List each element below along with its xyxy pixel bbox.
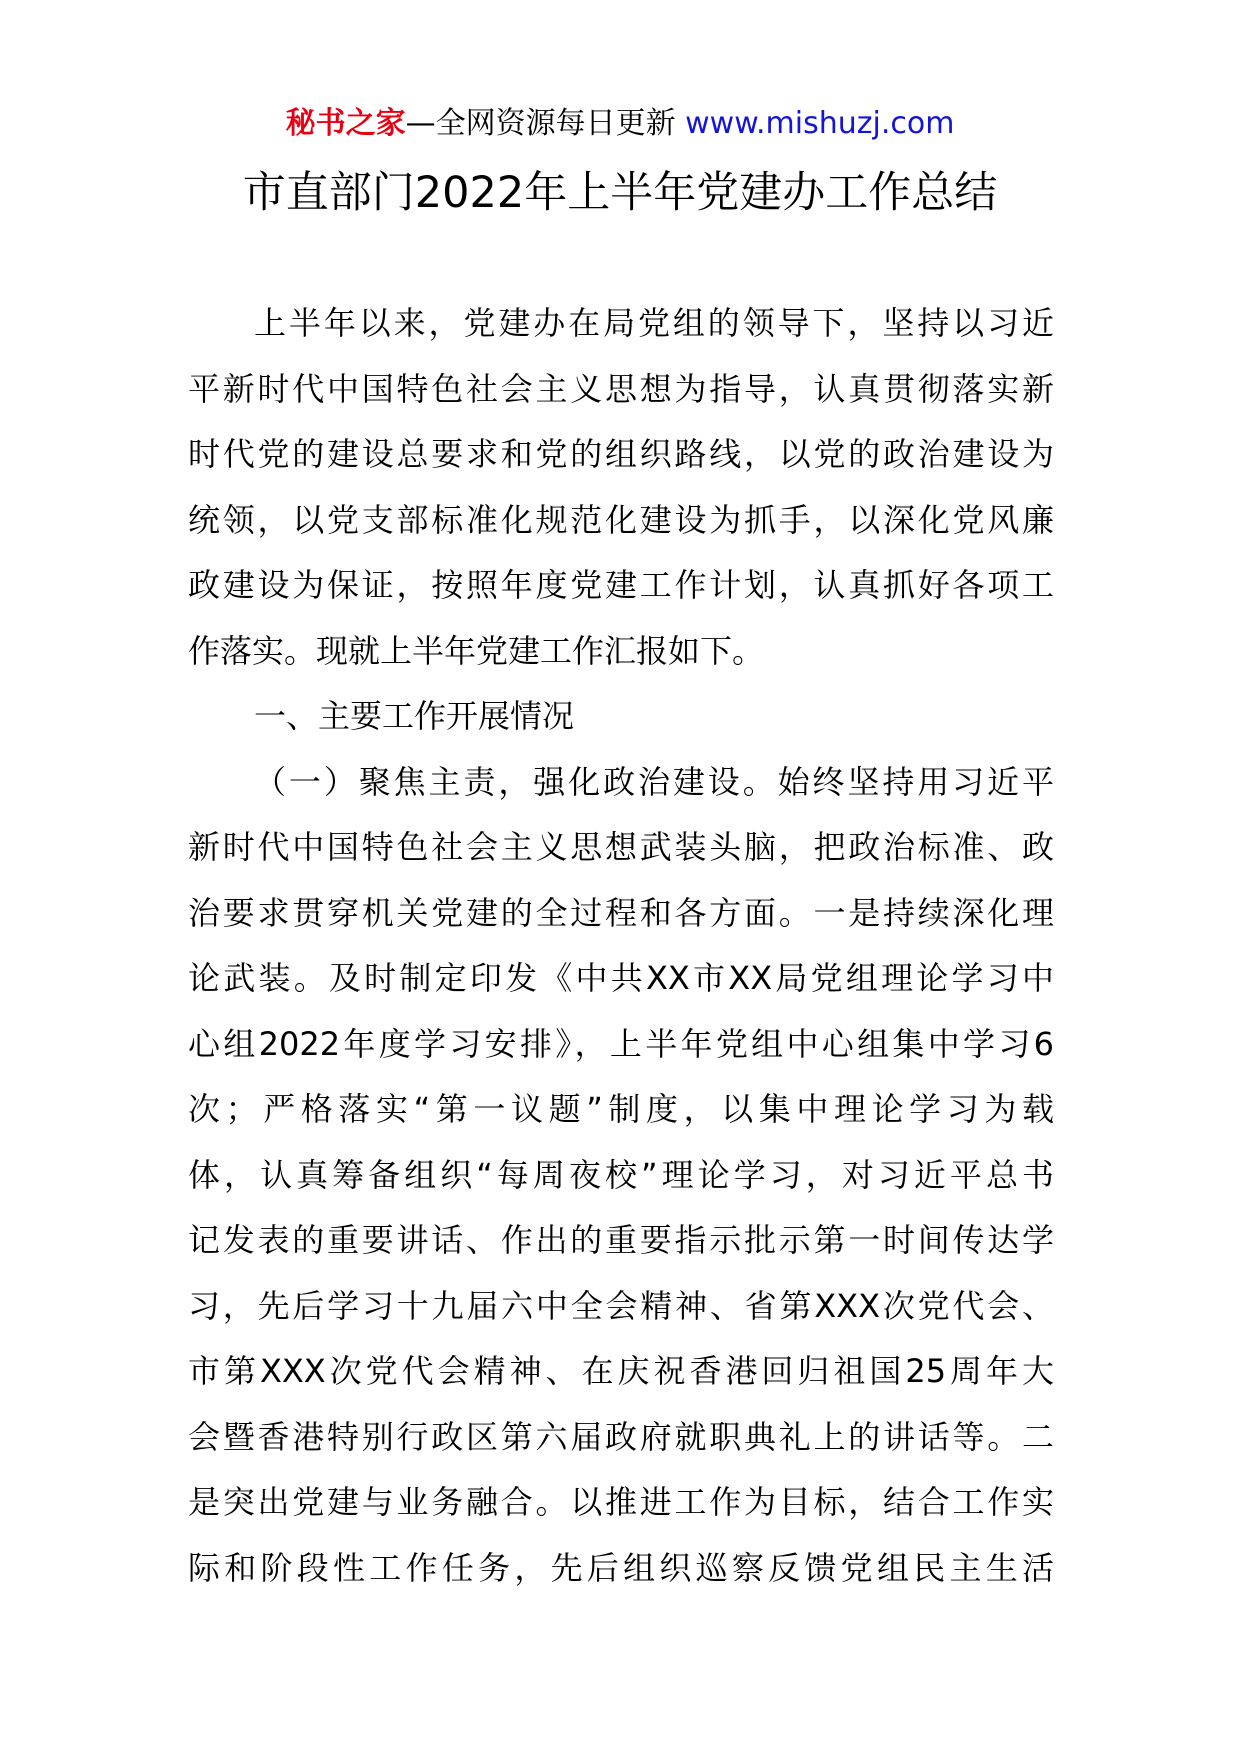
document-body <box>188 291 1054 1601</box>
section-heading: 一、主要工作开展情况 <box>254 697 575 735</box>
body-line: 市第XXX次党代会精神、在庆祝香港回归祖国25周年大 <box>188 1352 1054 1390</box>
document-title: 市直部门2022年上半年党建办工作总结 <box>242 168 998 218</box>
body-line: 时代党的建设总要求和党的组织路线，以党的政治建设为 <box>188 435 1054 473</box>
body-line: 论武装。及时制定印发《中共XX市XX局党组理论学习中 <box>188 959 1054 997</box>
body-line: 心组2022年度学习安排》，上半年党组中心组集中学习6 <box>188 1024 1054 1063</box>
site-brand: 秘书之家 <box>285 106 406 141</box>
body-line: 治要求贯穿机关党建的全过程和各方面。一是持续深化理 <box>188 893 1054 932</box>
body-line: 是突出党建与业务融合。以推进工作为目标，结合工作实 <box>188 1483 1054 1521</box>
body-line: 次；严格落实“第一议题”制度，以集中理论学习为载 <box>188 1090 1054 1128</box>
body-line: 习，先后学习十九届六中全会精神、省第XXX次党代会、 <box>188 1286 1054 1325</box>
site-header <box>0 100 1240 148</box>
body-line: 上半年以来，党建办在局党组的领导下，坚持以习近 <box>254 304 1054 342</box>
body-line: 平新时代中国特色社会主义思想为指导，认真贯彻落实新 <box>188 369 1054 408</box>
body-line: 体，认真筹备组织“每周夜校”理论学习，对习近平总书 <box>188 1155 1054 1194</box>
body-line: 统领，以党支部标准化规范化建设为抓手，以深化党风廉 <box>188 500 1054 539</box>
body-line: 作落实。现就上半年党建工作汇报如下。 <box>188 631 765 670</box>
body-line: （一）聚焦主责，强化政治建设。始终坚持用习近平 <box>254 762 1054 801</box>
body-line: 政建设为保证，按照年度党建工作计划，认真抓好各项工 <box>188 566 1054 604</box>
body-line: 新时代中国特色社会主义思想武装头脑，把政治标准、政 <box>188 828 1054 866</box>
site-url-link[interactable]: www.mishuzj.com <box>685 106 955 141</box>
body-line: 际和阶段性工作任务，先后组织巡察反馈党组民主生活 <box>188 1548 1054 1587</box>
body-line: 记发表的重要讲话、作出的重要指示批示第一时间传达学 <box>188 1221 1054 1259</box>
site-tagline: —全网资源每日更新 <box>405 106 686 141</box>
body-line: 会暨香港特别行政区第六届政府就职典礼上的讲话等。二 <box>188 1417 1054 1456</box>
